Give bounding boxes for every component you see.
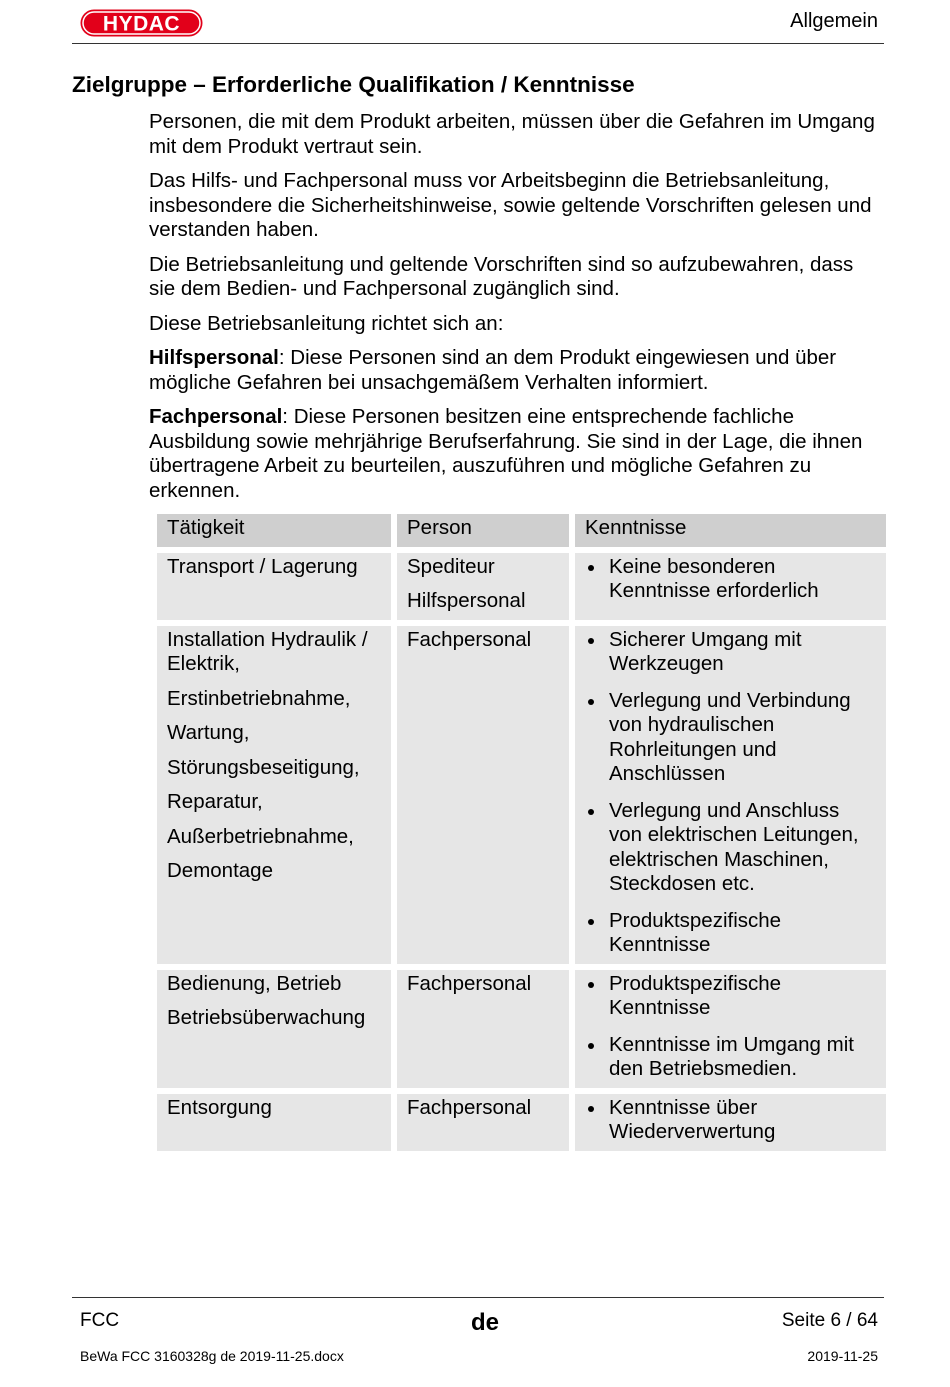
definition-term: Hilfspersonal (149, 346, 279, 369)
knowledge-item: Kenntnisse im Umgang mit den Betriebsmedien. (585, 1033, 876, 1082)
definition-hilfspersonal (149, 346, 879, 395)
person-cell (397, 1094, 569, 1151)
activity-line: Bedienung, Betrieb (167, 971, 342, 995)
person-line: Fachpersonal (407, 971, 532, 995)
table-row (157, 553, 886, 620)
table-header-row (157, 514, 886, 547)
header-section-title: Allgemein (790, 10, 878, 32)
activity-cell (157, 626, 391, 964)
body-text (149, 110, 879, 513)
activity-line: Betriebsüberwachung (167, 1006, 366, 1029)
table-row (157, 970, 886, 1088)
header-person: Person (397, 514, 569, 547)
knowledge-item: Produktspezifische Kenntnisse (585, 909, 876, 958)
header-divider (72, 43, 884, 44)
knowledge-item: Produktspezifische Kenntnisse (585, 972, 876, 1021)
definition-text: : Diese Personen besitzen eine entsprechende fachliche Ausbildung sowie mehrjährige Berufserfahrung. Sie sind in der Lage, die ihnen übertragene Arbeit zu beurteilen, auszuführen und mögliche Gefahren zu erkennen. (149, 405, 863, 502)
activity-line: Transport / Lagerung (167, 554, 358, 578)
person-line: Fachpersonal (407, 1095, 532, 1119)
knowledge-item: Verlegung und Anschluss von elektrischen Leitungen, elektrischen Maschinen, Steckdosen etc. (585, 799, 876, 897)
knowledge-item: Sicherer Umgang mit Werkzeugen (585, 628, 876, 677)
table-row (157, 626, 886, 964)
person-cell (397, 970, 569, 1088)
footer-date: 2019-11-25 (807, 1348, 878, 1364)
activity-line: Wartung, (167, 721, 250, 744)
activity-line: Demontage (167, 859, 273, 882)
activity-line: Entsorgung (167, 1095, 272, 1119)
knowledge-item: Verlegung und Verbindung von hydraulischen Rohrleitungen und Anschlüssen (585, 689, 876, 787)
activity-line: Störungsbeseitigung, (167, 755, 360, 779)
hydac-logo (79, 8, 204, 38)
definition-text: : Diese Personen sind an dem Produkt eingewiesen und über mögliche Gefahren bei unsachgemäßem Verhalten informiert. (149, 346, 837, 394)
footer-page-number: Seite 6 / 64 (781, 1310, 878, 1331)
knowledge-item: Kenntnisse über Wiederverwertung (585, 1096, 876, 1145)
footer-product: FCC (80, 1310, 120, 1331)
activity-cell (157, 1094, 391, 1151)
activity-line: Reparatur, (167, 790, 263, 813)
footer-filename: BeWa FCC 3160328g de 2019-11-25.docx (80, 1348, 344, 1364)
knowledge-cell (575, 1094, 886, 1151)
qualification-table (151, 508, 892, 1157)
section-heading: Zielgruppe – Erforderliche Qualifikation / Kenntnisse (72, 72, 635, 97)
knowledge-cell (575, 626, 886, 964)
knowledge-cell (575, 553, 886, 620)
knowledge-list (585, 972, 876, 1082)
logo-text: HYDAC (102, 12, 181, 36)
header-knowledge: Kenntnisse (575, 514, 886, 547)
table-row (157, 1094, 886, 1151)
person-line: Hilfspersonal (407, 589, 526, 612)
footer-divider (72, 1297, 884, 1298)
person-line: Fachpersonal (407, 627, 532, 651)
person-line: Spediteur (407, 554, 495, 578)
activity-cell (157, 553, 391, 620)
paragraph: Das Hilfs- und Fachpersonal muss vor Arbeitsbeginn die Betriebsanleitung, insbesondere die Sicherheitshinweise, sowie geltende Vorschriften gelesen und verstanden haben. (149, 169, 872, 241)
activity-line: Erstinbetriebnahme, (167, 686, 351, 710)
knowledge-list (585, 628, 876, 958)
activity-line: Installation Hydraulik / Elektrik, (167, 627, 368, 675)
activity-line: Außerbetriebnahme, (167, 824, 354, 848)
definition-fachpersonal (149, 405, 879, 503)
paragraph: Die Betriebsanleitung und geltende Vorschriften sind so aufzubewahren, dass sie dem Bedien- und Fachpersonal zugänglich sind. (149, 252, 854, 300)
knowledge-list (585, 555, 876, 604)
footer-language: de (471, 1309, 500, 1336)
header-activity: Tätigkeit (157, 514, 391, 547)
knowledge-cell (575, 970, 886, 1088)
activity-cell (157, 970, 391, 1088)
knowledge-list (585, 1096, 876, 1145)
paragraph: Diese Betriebsanleitung richtet sich an: (149, 311, 504, 335)
definition-term: Fachpersonal (149, 405, 283, 428)
person-cell (397, 553, 569, 620)
paragraph: Personen, die mit dem Produkt arbeiten, müssen über die Gefahren im Umgang mit dem Produkt vertraut sein. (149, 110, 875, 158)
person-cell (397, 626, 569, 964)
knowledge-item: Keine besonderen Kenntnisse erforderlich (585, 555, 876, 604)
